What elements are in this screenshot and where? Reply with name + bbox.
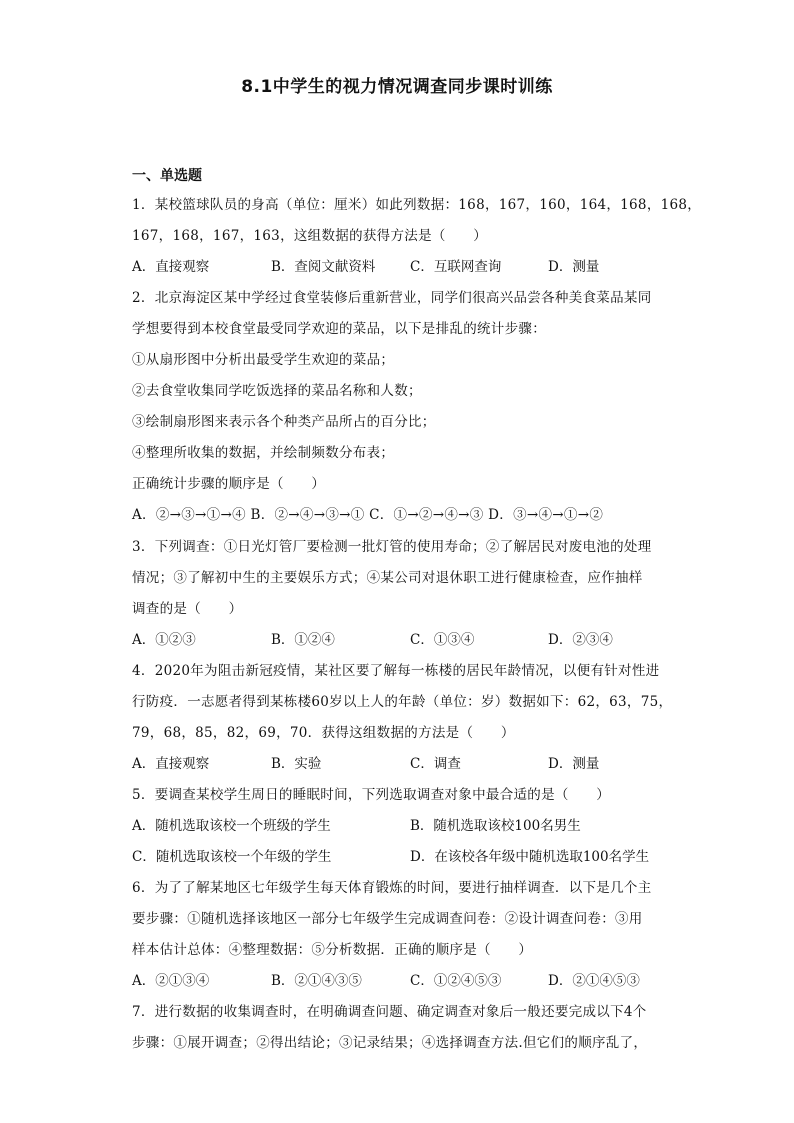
question-4-line-1: 4．2020年为阻击新冠疫情，某社区要了解每一栋楼的居民年龄情况，以便有针对性进 — [132, 663, 660, 679]
option-b: B．随机选取该校100名男生 — [410, 818, 581, 834]
question-4-line-2: 行防疫．一志愿者得到某栋楼60岁以上人的年龄（单位：岁）数据如下：62，63，75， — [132, 694, 673, 710]
option-d: D．②③④ — [548, 632, 613, 648]
option-a: A．直接观察 — [132, 756, 210, 772]
question-7-line-2: 步骤：①展开调查；②得出结论；③记录结果；④选择调查方法.但它们的顺序乱了， — [132, 1035, 648, 1051]
question-2-step-1: ①从扇形图中分析出最受学生欢迎的菜品； — [132, 352, 395, 368]
option-a: A．①②③ — [132, 632, 196, 648]
question-3-line-3: 调查的是（ ） — [132, 601, 243, 617]
option-a: A．直接观察 — [132, 259, 210, 275]
question-2-step-4: ④整理所收集的数据，并绘制频数分布表； — [132, 445, 395, 461]
option-d: D．测量 — [548, 259, 600, 275]
option-d: D．②①④⑤③ — [548, 973, 640, 989]
question-2-line-1: 2．北京海淀区某中学经过食堂装修后重新营业，同学们很高兴品尝各种美食菜品某同 — [132, 290, 652, 306]
option-b: B．查阅文献资料 — [271, 259, 376, 275]
question-6-line-3: 样本估计总体：④整理数据：⑤分析数据．正确的顺序是（ ） — [132, 942, 533, 958]
option-c: C．互联网查询 — [410, 259, 502, 275]
option-c: C．调查 — [410, 756, 461, 772]
section-heading: 一、单选题 — [132, 168, 202, 184]
option-a: A．②①③④ — [132, 973, 210, 989]
question-2-options: A．②→③→①→④ B．②→④→③→① C．①→②→④→③ D．③→④→①→② — [132, 507, 604, 523]
question-3-line-1: 3．下列调查：①日光灯管厂要检测一批灯管的使用寿命；②了解居民对废电池的处理 — [132, 539, 652, 555]
question-5-line-1: 5．要调查某校学生周日的睡眠时间，下列选取调查对象中最合适的是（ ） — [132, 787, 611, 803]
question-1-line-1: 1．某校篮球队员的身高（单位：厘米）如此列数据：168，167，160，164，168，168， — [132, 197, 702, 213]
option-c: C．①②④⑤③ — [410, 973, 502, 989]
option-c: C．①③④ — [410, 632, 475, 648]
question-6-line-2: 要步骤：①随机选择该地区一部分七年级学生完成调查问卷：②设计调查问卷：③用 — [132, 911, 643, 927]
question-2-prompt: 正确统计步骤的顺序是（ ） — [132, 476, 326, 492]
option-c: C．随机选取该校一个年级的学生 — [132, 849, 332, 865]
question-2-line-2: 学想要得到本校食堂最受同学欢迎的菜品，以下是排乱的统计步骤： — [132, 321, 546, 337]
question-6-line-1: 6．为了了解某地区七年级学生每天体育锻炼的时间，要进行抽样调查．以下是几个主 — [132, 880, 652, 896]
question-1-line-2: 167，168，167，163，这组数据的获得方法是（ ） — [132, 228, 488, 244]
page-title: 8.1中学生的视力情况调查同步课时训练 — [241, 77, 553, 97]
question-2-step-3: ③绘制扇形图来表示各个种类产品所占的百分比； — [132, 414, 436, 430]
option-b: B．②①④③⑤ — [271, 973, 362, 989]
question-2-step-2: ②去食堂收集同学吃饭选择的菜品名称和人数； — [132, 383, 422, 399]
option-b: B．实验 — [271, 756, 322, 772]
option-d: D．测量 — [548, 756, 600, 772]
option-a: A．随机选取该校一个班级的学生 — [132, 818, 331, 834]
option-d: D．在该校各年级中随机选取100名学生 — [410, 849, 650, 865]
option-b: B．①②④ — [271, 632, 335, 648]
question-4-line-3: 79，68，85，82，69，70．获得这组数据的方法是（ ） — [132, 725, 515, 741]
question-3-line-2: 情况；③了解初中生的主要娱乐方式；④某公司对退休职工进行健康检查，应作抽样 — [132, 570, 643, 586]
question-7-line-1: 7．进行数据的收集调查时，在明确调查问题、确定调查对象后一般还要完成以下4个 — [132, 1004, 647, 1020]
